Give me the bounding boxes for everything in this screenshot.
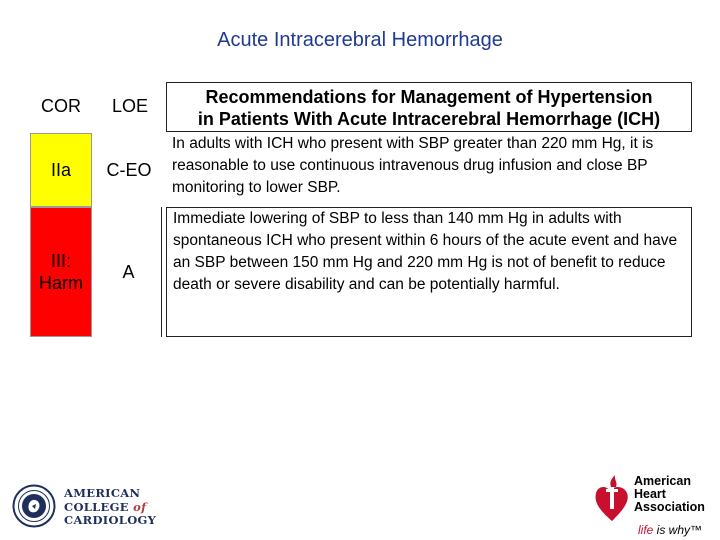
- cor-cell-row1: IIa: [30, 133, 92, 207]
- table-header-loe: LOE: [111, 96, 149, 116]
- acc-line2-college: COLLEGE: [64, 499, 129, 514]
- cor-row2-line1: III:: [50, 251, 71, 271]
- table-header-rec-line2: in Patients With Acute Intracerebral Hemorrhage (ICH): [197, 109, 661, 129]
- recommendation-row1: In adults with ICH who present with SBP greater than 220 mm Hg, it is reasonable to use continuous intravenous drug infusion and close BP monitoring to lower SBP.: [172, 135, 654, 196]
- cor-cell-row2: [30, 207, 92, 337]
- table-header-cor: COR: [41, 96, 81, 116]
- aha-tagline: [638, 523, 702, 537]
- aha-wordmark: [634, 475, 705, 514]
- table-header-rec-line1: Recommendations for Management of Hypertension: [205, 87, 653, 107]
- acc-seal-icon: [12, 484, 56, 528]
- cor-row2-line2: Harm: [39, 273, 83, 293]
- acc-wordmark: [64, 487, 156, 528]
- aha-tag-tm: ™: [690, 523, 703, 537]
- aha-line1: American: [634, 474, 691, 488]
- aha-logo: [594, 465, 714, 537]
- acc-line1: AMERICAN: [64, 486, 141, 500]
- aha-tag-life: life: [638, 523, 654, 537]
- aha-line2: Heart: [634, 487, 666, 501]
- acc-line3: CARDIOLOGY: [64, 513, 157, 527]
- acc-logo: [12, 484, 157, 529]
- loe-cell-row1: C-EO: [96, 133, 162, 207]
- acc-line2: [64, 501, 156, 515]
- heart-torch-icon: [594, 473, 630, 523]
- aha-line3: Association: [634, 500, 705, 514]
- slide-title: Acute Intracerebral Hemorrhage: [217, 29, 503, 51]
- aha-tag-is-why: is why: [653, 523, 691, 537]
- acc-line2-of: of: [133, 499, 147, 514]
- recommendation-row2: Immediate lowering of SBP to less than 140 mm Hg in adults with spontaneous ICH who present within 6 hours of the acute event and have an SBP between 150 mm Hg and 220 mm Hg is not of benefit to reduce death or severe disability and can be potentially harmful.: [166, 207, 692, 337]
- loe-cell-row2: A: [96, 207, 162, 337]
- table-header-recommendations: [166, 82, 692, 132]
